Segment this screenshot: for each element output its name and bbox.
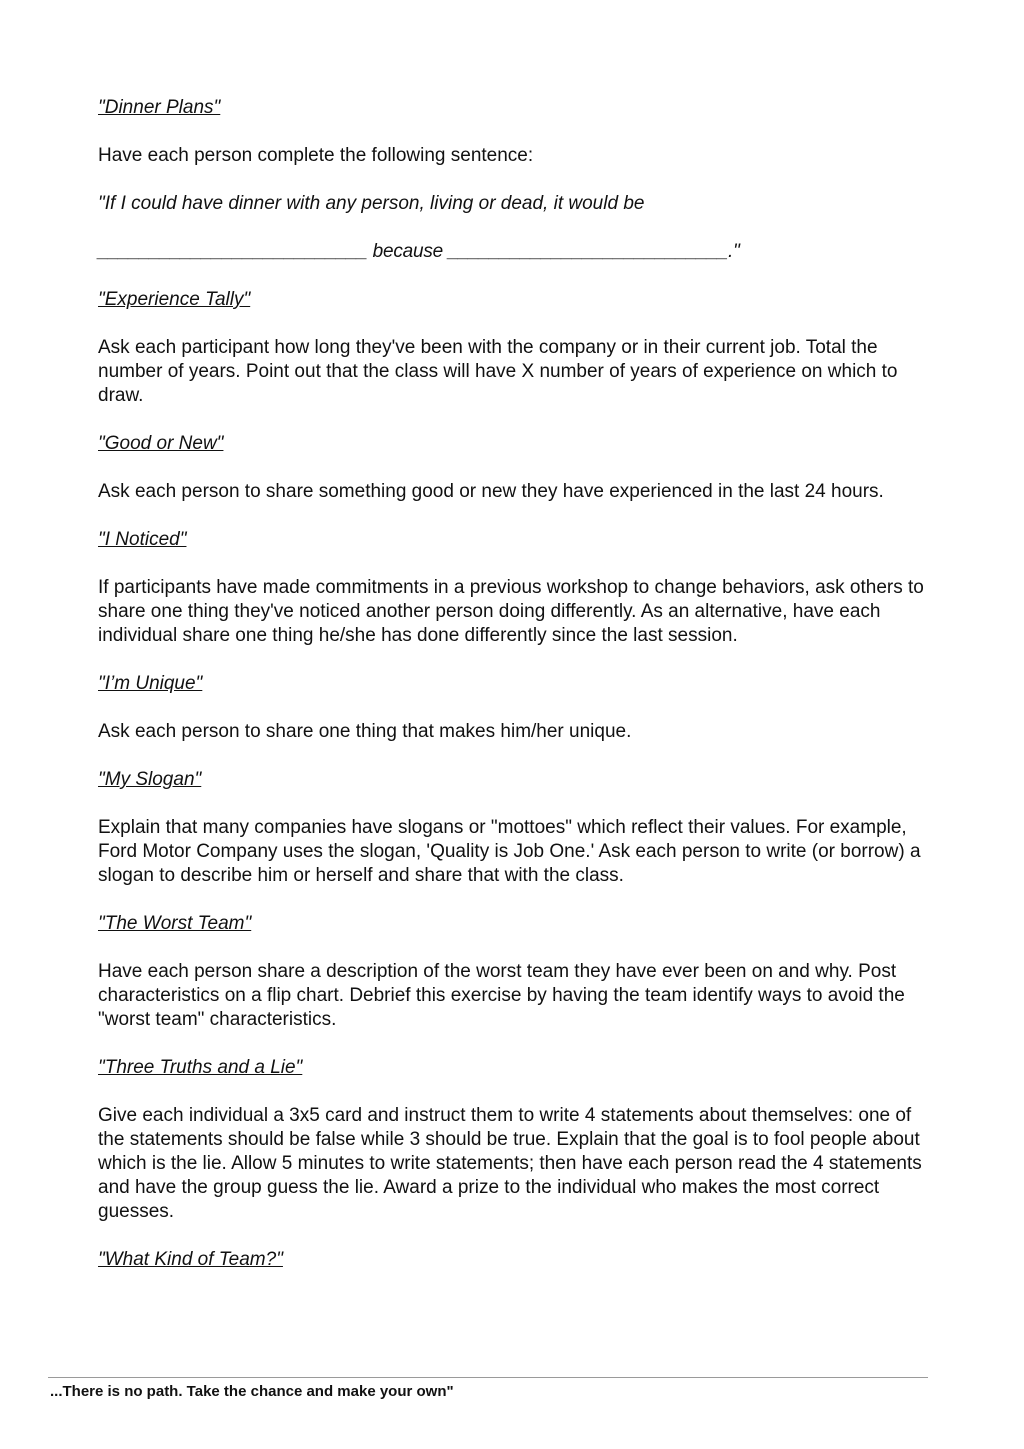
section-heading-good-or-new: "Good or New"	[98, 433, 224, 454]
section-intro-dinner-plans: Have each person complete the following sentence:	[98, 145, 534, 166]
dinner-plans-fill-line: __________________________ because ___________________________."	[98, 241, 740, 262]
section-body-three-truths: Give each individual a 3x5 card and instruct them to write 4 statements about themselves: one of the statements should be false while 3 should be true. Explain that the goal is to fool people about which is the lie. Allow 5 minutes to write statements; then have each person read the 4 statements and have the group guess the lie. Award a prize to the individual who makes the most correct guesses.	[98, 1105, 922, 1222]
section-heading-worst-team: "The Worst Team"	[98, 913, 252, 934]
section-heading-im-unique: "I’m Unique"	[98, 673, 203, 694]
section-body-worst-team: Have each person share a description of the worst team they have ever been on and why. Post characteristics on a flip chart. Debrief this exercise by having the team identify ways to avoid the "worst team" characteristics.	[98, 961, 905, 1030]
section-heading-what-kind-of-team: "What Kind of Team?"	[98, 1249, 283, 1270]
dinner-plans-prompt: "If I could have dinner with any person, living or dead, it would be	[98, 193, 645, 214]
section-heading-my-slogan: "My Slogan"	[98, 769, 202, 790]
section-body-my-slogan: Explain that many companies have slogans or "mottoes" which reflect their values. For example, Ford Motor Company uses the slogan, 'Quality is Job One.' Ask each person to write (or borrow) a slogan to describe him or herself and share that with the class.	[98, 817, 921, 886]
section-heading-experience-tally: "Experience Tally"	[98, 289, 251, 310]
section-heading-three-truths: "Three Truths and a Lie"	[98, 1057, 303, 1078]
section-body-good-or-new: Ask each person to share something good or new they have experienced in the last 24 hours.	[98, 481, 884, 502]
section-heading-i-noticed: "I Noticed"	[98, 529, 187, 550]
section-body-experience-tally: Ask each participant how long they've been with the company or in their current job. Total the number of years. Point out that the class will have X number of years of experience on which to draw.	[98, 337, 898, 406]
section-body-im-unique: Ask each person to share one thing that makes him/her unique.	[98, 721, 632, 742]
footer-quote: ...There is no path. Take the chance and make your own"	[50, 1383, 454, 1400]
footer-divider	[48, 1377, 928, 1378]
document-body	[98, 96, 928, 1296]
section-body-i-noticed: If participants have made commitments in a previous workshop to change behaviors, ask others to share one thing they've noticed another person doing differently. As an alternative, have each individual share one thing he/she has done differently since the last session.	[98, 577, 924, 646]
section-heading-dinner-plans: "Dinner Plans"	[98, 97, 221, 118]
